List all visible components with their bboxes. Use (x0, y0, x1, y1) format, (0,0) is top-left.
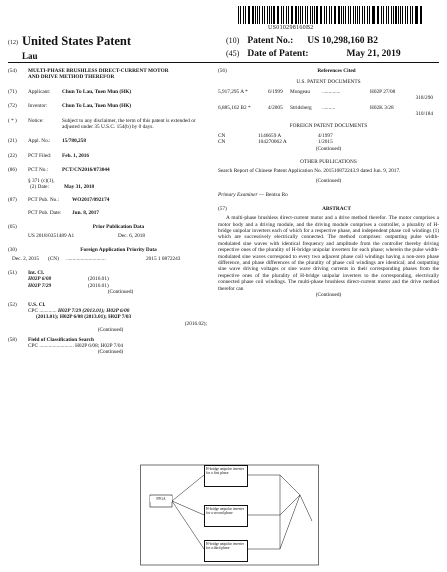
pct-no-field: (86) PCT No.: PCT/CN2016/073044 (8, 167, 110, 174)
foreign-doc-row: CN 104270062 A 1/2015 (218, 139, 333, 146)
foreign-docs-list (218, 133, 439, 146)
barcode-bar (378, 6, 379, 24)
patent-number-label: Patent No.: (247, 36, 294, 46)
barcode-bar (359, 6, 360, 24)
references-heading: (56) References Cited (218, 68, 356, 74)
barcode-bar (252, 6, 253, 24)
barcode-bar (388, 6, 389, 24)
pct-pub-date-field: PCT Pub. Date: Jun. 8, 2017 (28, 209, 100, 216)
foreign-priority-row: Dec. 2, 2015 (CN) .............................. 2015 1 0872243 (12, 255, 181, 262)
barcode-bar (243, 6, 244, 24)
barcode-bar (324, 6, 325, 24)
right-column (218, 68, 439, 298)
left-column: (54) MULTI-PHASE BRUSHLESS DIRECT-CURRENT MOTOR AND DRIVE METHOD THEREFOR (71) Applicant: Chun To Lau, Tuen Mun (HK) (72) Inventor: Chun To Lau, Tuen Mun (HK) ( * ) Notice: Subject to any disclaimer, the term of this patent is extended or adjusted under 35 U.S.C. 154(b) by 0 days. (21) Appl. No.: 15/780,258 (22) PCT Filed: Feb. 1, 2016 (86) PCT No.: PCT/CN2016/073044 § 371 (c)(1), (2) Date: May 31, 2018 (87) PCT Pub. No.: WO2017/092174 PCT Pub. Date: Jun. 8, 2017 (65) Prior Publication Data US 2018/0351489 A1 Dec. 6, 2018 (30) Foreign Application Priority Data Dec. 2, 2015 (CN) .............................. 2015 1 0872243 (51) Int. Cl. H02P 6/08 (2016.01) H02P 7/29 (2016.01) (Continued) (52) U.S. Cl. CPC ............. H02P 7/29 (2013.01); H02P 6/00 (2013.01); H02P 6/08 (2013.01); H02P 7/03 (2016.02); (Continued) (58) Field of Classification Search CPC .......................... H02P 6/08; H02P 7/04 (Continued) (8, 68, 213, 356)
invention-title: MULTI-PHASE BRUSHLESS DIRECT-CURRENT MOTOR AND DRIVE METHOD THEREFOR (28, 68, 169, 81)
int-cl-list (28, 276, 213, 289)
appl-no-field: (21) Appl. No.: 15/780,258 (8, 138, 86, 145)
foreign-docs-heading: FOREIGN PATENT DOCUMENTS (289, 123, 368, 130)
examiner-line: Primary Examiner — Bentsu Ro (218, 192, 288, 199)
fpga-label: FPGA (150, 496, 172, 502)
barcode-number: US010298160B2 (268, 25, 314, 31)
document-title: United States Patent (22, 34, 132, 48)
kind-code-12: (12) (8, 40, 18, 46)
barcode-bar (372, 6, 373, 24)
appl-no: 15/780,258 (62, 138, 86, 145)
date-371: May 31, 2018 (64, 184, 95, 191)
barcode-bar (395, 6, 396, 24)
barcode-bar (393, 6, 394, 24)
barcode-bar (415, 6, 416, 24)
barcode-bar (364, 6, 365, 24)
us-cl-cpc: CPC ............. H02P 7/29 (2013.01); H02P 6/00 (28, 307, 130, 314)
barcode-bar (373, 6, 374, 24)
other-pubs-continued: (Continued) (315, 177, 342, 184)
us-cl-continued: (Continued) (97, 327, 124, 334)
other-pubs-text: Search Report of Chinese Patent Application No. 201510872243.9 dated Jun. 9, 2017. (218, 168, 401, 175)
barcode-bar (259, 6, 260, 24)
us-doc-row: 5,917,295 A * 6/1999 Mongeau .............. H02P 27/08 318/290 (218, 88, 433, 102)
inverter-box-second-phase: H-bridge unipolar inverter for a second phase (204, 505, 248, 527)
barcode-bar (353, 6, 354, 24)
pct-pub-no-field: (87) PCT Pub. No.: WO2017/092174 (8, 197, 110, 204)
date-label: Date of Patent: (247, 49, 309, 59)
header-rule (8, 62, 439, 63)
inventor-surname: Lau (22, 51, 38, 61)
inventor: Chun To Lau, Tuen Mun (HK) (62, 103, 132, 110)
pct-filed-field: (22) PCT Filed: Feb. 1, 2016 (8, 152, 90, 159)
barcode-bar (271, 6, 272, 24)
section-371-field: § 371 (c)(1), (2) Date: May 31, 2018 (28, 177, 95, 191)
prior-publication-heading: (65) Prior Publication Data (8, 224, 145, 231)
int-cl-heading: (51) Int. Cl. (8, 269, 45, 276)
barcode-bar (288, 6, 289, 24)
barcode-bar (286, 6, 287, 24)
barcode-bar (381, 6, 382, 24)
us-docs-heading: U.S. PATENT DOCUMENTS (296, 79, 361, 86)
barcode-bar (273, 6, 274, 24)
barcode-bar (350, 6, 351, 24)
barcode-bar (321, 6, 322, 24)
applicant: Chun To Lau, Tuen Mun (HK) (62, 88, 132, 95)
field-search-heading: (58) Field of Classification Search (8, 336, 94, 343)
inverter-box-first-phase: H-bridge unipolar inverter for a first phase (204, 465, 248, 487)
abstract-continued: (Continued) (315, 291, 342, 298)
barcode-bar (338, 6, 339, 24)
barcode-bar (278, 6, 279, 24)
barcode-bar (245, 6, 246, 24)
barcode-bar (407, 6, 408, 24)
barcode-bar (238, 6, 239, 24)
barcode-bar (335, 6, 336, 24)
field-search-continued: (Continued) (97, 349, 124, 356)
abstract-text: A multi-phase brushless direct-current motor and a drive method therefor. The motor comprises a motor body and a driving module, and the driving module comprises a controller, a plurality of H-bridge unipolar inverters each of which for a respective phase, and independent phase coil windings (1) which are successively electrically connected. The method comprises: outputting pulse width-modulated sine waves with identical frequency and amplitude from the controller thereby driving respective ones of the plurality of H-bridge unipolar inverters for each phase; wherein the pulse width-modulated sine waves correspond to every two adjacent phase coil windings having a non-zero phase difference, and phase differences of the plurality of phase coil windings are identical; and outputting sine wave driving voltages or sine wave driving currents in their corresponding phases from the respective ones of the plurality of H-bridge unipolar inverters to the corresponding, electrically connected phase coil windings. The multi-phase brushless direct-current motor and the drive method therefor can (218, 215, 439, 292)
applicant-field: (71) Applicant: Chun To Lau, Tuen Mun (HK) (8, 88, 132, 95)
barcode-bar (400, 6, 401, 24)
foreign-doc-row: CN 1146659 A 4/1997 (218, 132, 333, 139)
field-search-cpc: CPC .......................... H02P 6/08; H02P 7/04 (28, 342, 124, 349)
us-docs-list (218, 89, 439, 118)
barcode-bar (367, 6, 368, 24)
int-cl-row: H02P 6/08 (2016.01) (28, 276, 109, 283)
date-of-patent: May 21, 2019 (346, 49, 401, 59)
inventor-field: (72) Inventor: Chun To Lau, Tuen Mun (HK) (8, 103, 132, 110)
barcode-bar (295, 6, 296, 24)
prior-publication-row: US 2018/0351489 A1 Dec. 6, 2018 (28, 232, 146, 239)
barcode-bar (402, 6, 403, 24)
int-cl-continued: (Continued) (107, 289, 134, 296)
barcode-bar (331, 6, 332, 24)
date-of-patent-line (226, 49, 401, 59)
pct-filed: Feb. 1, 2016 (62, 152, 90, 159)
pct-no: PCT/CN2016/073044 (62, 167, 110, 174)
barcode-bar (307, 6, 308, 24)
representative-drawing (140, 461, 320, 569)
barcode-bar (421, 6, 422, 24)
patent-number: US 10,298,160 B2 (307, 36, 378, 46)
us-cl-heading: (52) U.S. Cl. (8, 301, 46, 308)
other-pubs-heading: OTHER PUBLICATIONS (300, 159, 357, 166)
barcode-bar (292, 6, 293, 24)
barcode-bar (257, 6, 258, 24)
abstract-heading: (57) ABSTRACT (218, 205, 351, 212)
notice-text: Subject to any disclaimer, the term of this patent is extended or adjusted under 35 U.S.C. 154(b) by 0 days. (62, 117, 196, 131)
barcode-bar (357, 6, 358, 24)
barcode-bar (386, 6, 387, 24)
barcode-bar (416, 6, 417, 24)
us-doc-row: 6,885,162 B2 * 4/2005 Stridsberg .......... H02K 3/28 310/184 (218, 104, 433, 118)
title-field: (54) MULTI-PHASE BRUSHLESS DIRECT-CURRENT MOTOR AND DRIVE METHOD THEREFOR (8, 68, 213, 81)
barcode-bar (316, 6, 317, 24)
barcode-bar (281, 6, 282, 24)
pct-pub-no: WO2017/092174 (72, 197, 110, 204)
barcode-bar (345, 6, 346, 24)
barcode-bar (249, 6, 250, 24)
barcode-bar (314, 6, 315, 24)
barcode-bar (329, 6, 330, 24)
barcode-bar (310, 6, 311, 24)
barcode-bar (267, 6, 268, 24)
barcode-bar (343, 6, 344, 24)
kind-code-45: (45) (226, 49, 240, 58)
barcode-bar (302, 6, 303, 24)
barcode (238, 6, 424, 24)
pct-pub-date: Jun. 8, 2017 (72, 209, 100, 216)
int-cl-row: H02P 7/29 (2016.01) (28, 282, 109, 289)
inverter-box-third-phase: H-bridge unipolar inverter for a third phase (204, 540, 248, 562)
barcode-bar (410, 6, 411, 24)
kind-code-10: (10) (226, 36, 240, 45)
notice-field: ( * ) Notice: Subject to any disclaimer, the term of this patent is extended or adjusted under 35 U.S.C. 154(b) by 0 days. (8, 118, 213, 131)
foreign-priority-heading: (30) Foreign Application Priority Data (8, 247, 157, 254)
barcode-bar (300, 6, 301, 24)
foreign-docs-continued: (Continued) (315, 145, 342, 152)
patent-number-line (226, 36, 378, 46)
barcode-bar (264, 6, 265, 24)
